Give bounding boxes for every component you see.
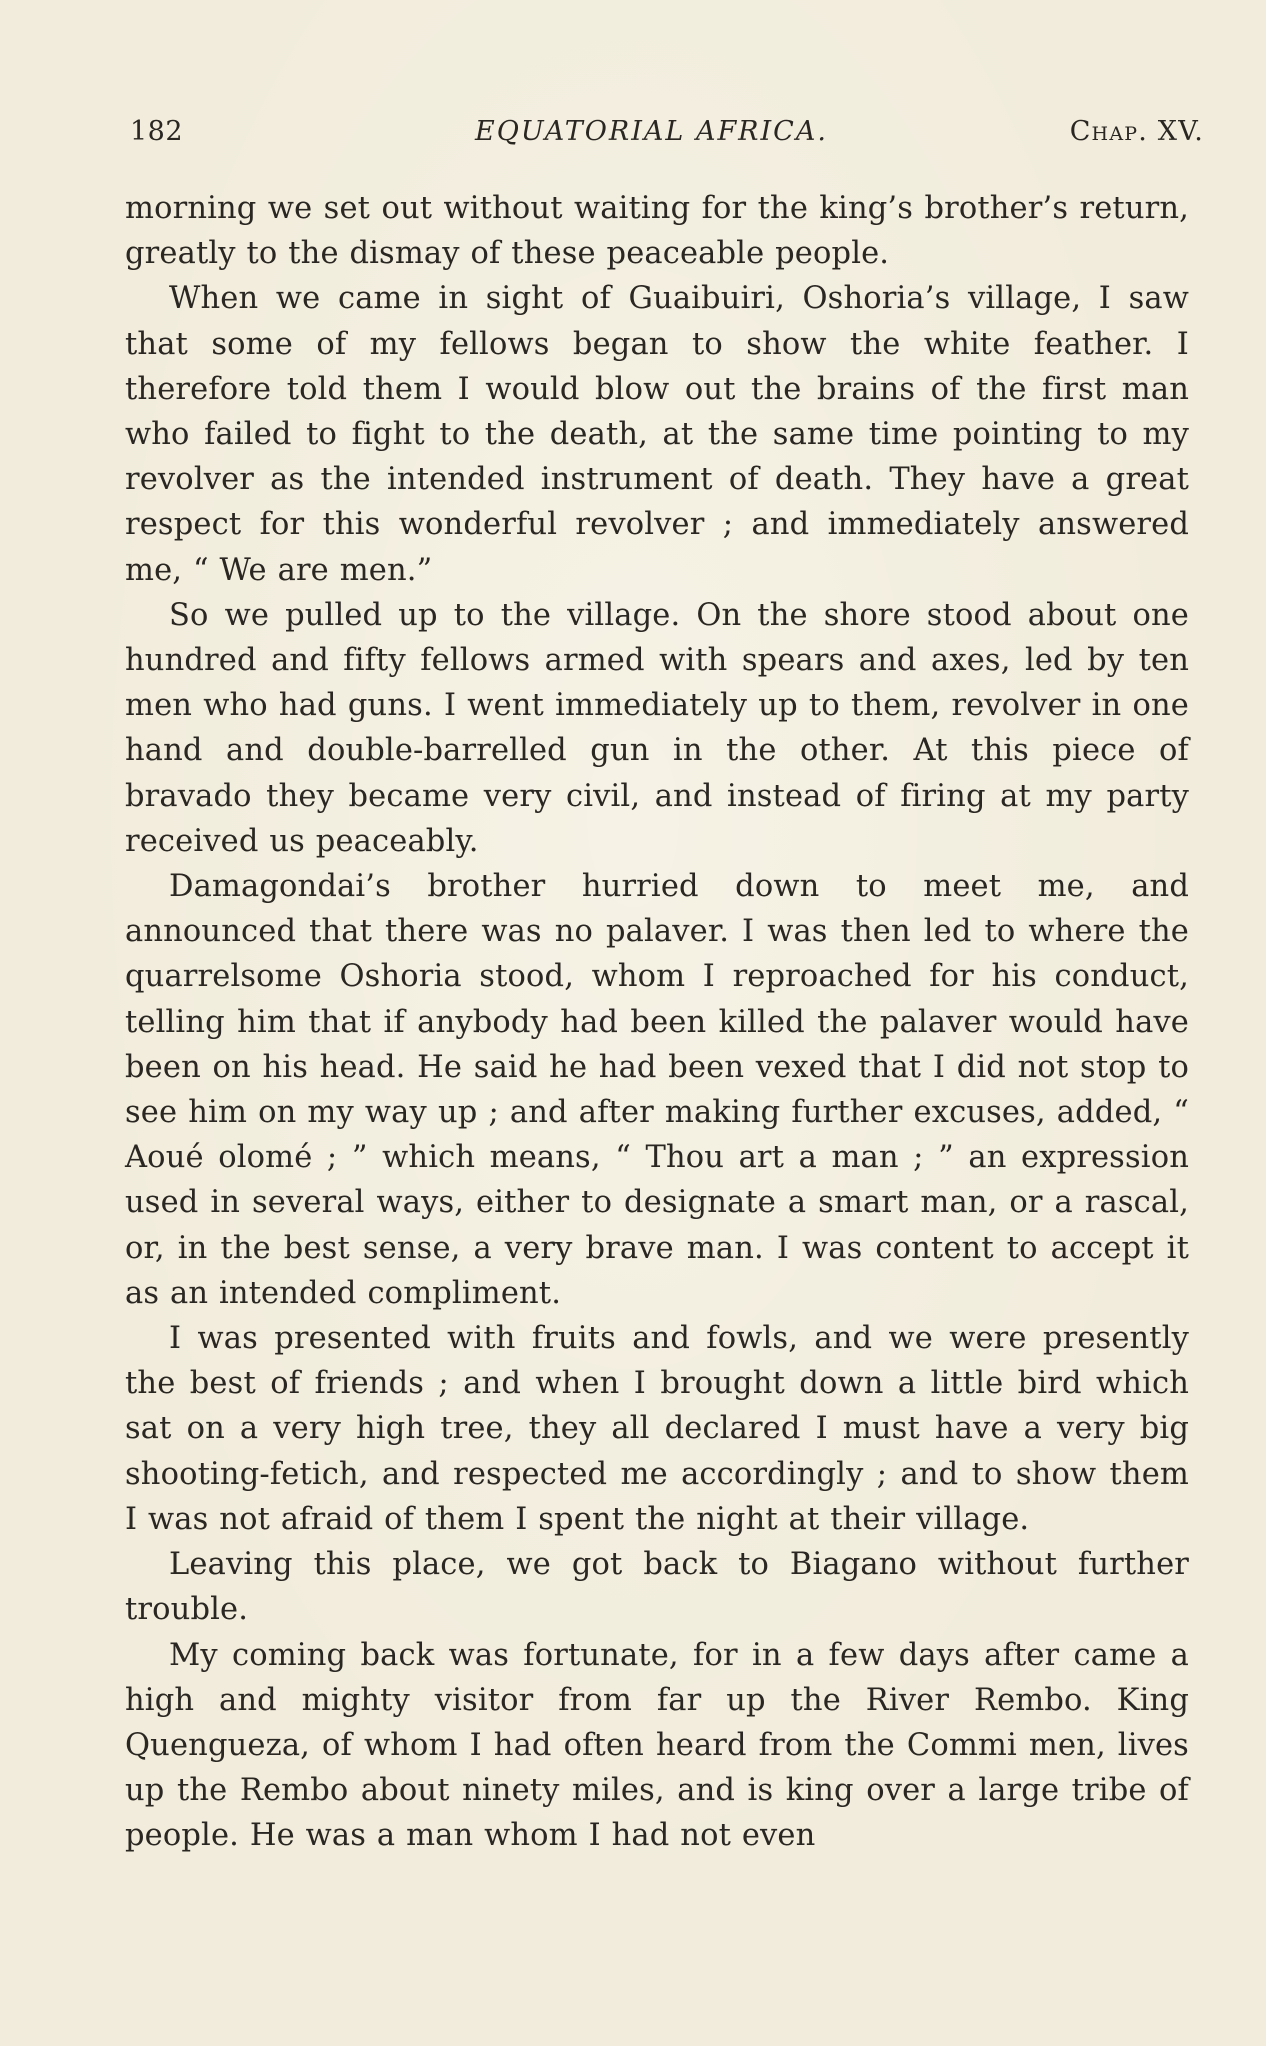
paragraph: My coming back was fortunate, for in a few days after came a high and mighty visitor from far up the River Rembo. King Quengueza, of whom I had often heard from the Commi men, lives up the Rembo about ninety miles, and is king over a large tribe of people. He was a man whom I had not even xyxy=(125,1637,1189,1854)
paragraph: Damagondai’s brother hurried down to meet me, and announced that there was no palaver. I was then led to where the quarrelsome Oshoria stood, whom I reproached for his conduct, telling him that if anybody had been killed the palaver would have been on his head. He said he had been vexed that I did not stop to see him on my way up ; and after making further excuses, added, “ Aoué olomé ; ” which means, “ Thou art a man ; ” an expression used in several ways, either to designate a smart man, or a rascal, or, in the best sense, a very brave man. I was content to accept it as an intended compliment. xyxy=(125,869,1189,1311)
page-number: 182 xyxy=(130,116,184,147)
body-text xyxy=(125,186,1189,1859)
paragraph: So we pulled up to the village. On the shore stood about one hundred and fifty fellows armed with spears and axes, led by ten men who had guns. I went immediately up to them, revolver in one hand and double-barrelled gun in the other. At this piece of bravado they became very civil, and instead of firing at my party received us peaceably. xyxy=(125,597,1189,859)
paragraph: When we came in sight of Guaibuiri, Oshoria’s village, I saw that some of my fellows began to show the white feather. I therefore told them I would blow out the brains of the first man who failed to fight to the death, at the same time pointing to my revolver as the intended instrument of death. They have a great respect for this wonderful revolver ; and immediately answered me, “ We are men.” xyxy=(125,281,1189,588)
paragraph: Leaving this place, we got back to Biagano without further trouble. xyxy=(125,1547,1189,1628)
chapter-label: Chap. XV. xyxy=(1069,116,1204,147)
running-title: EQUATORIAL AFRICA. xyxy=(475,116,828,147)
paragraph-continuation: morning we set out without waiting for the king’s brother’s return, greatly to the dismay of these peaceable people. xyxy=(125,191,1189,272)
running-header xyxy=(130,116,1204,156)
paragraph: I was presented with fruits and fowls, and we were presently the best of friends ; and when I brought down a little bird which sat on a very high tree, they all declared I must have a very big shooting-fetich, and respected me accordingly ; and to show them I was not afraid of them I spent the night at their village. xyxy=(125,1321,1189,1537)
